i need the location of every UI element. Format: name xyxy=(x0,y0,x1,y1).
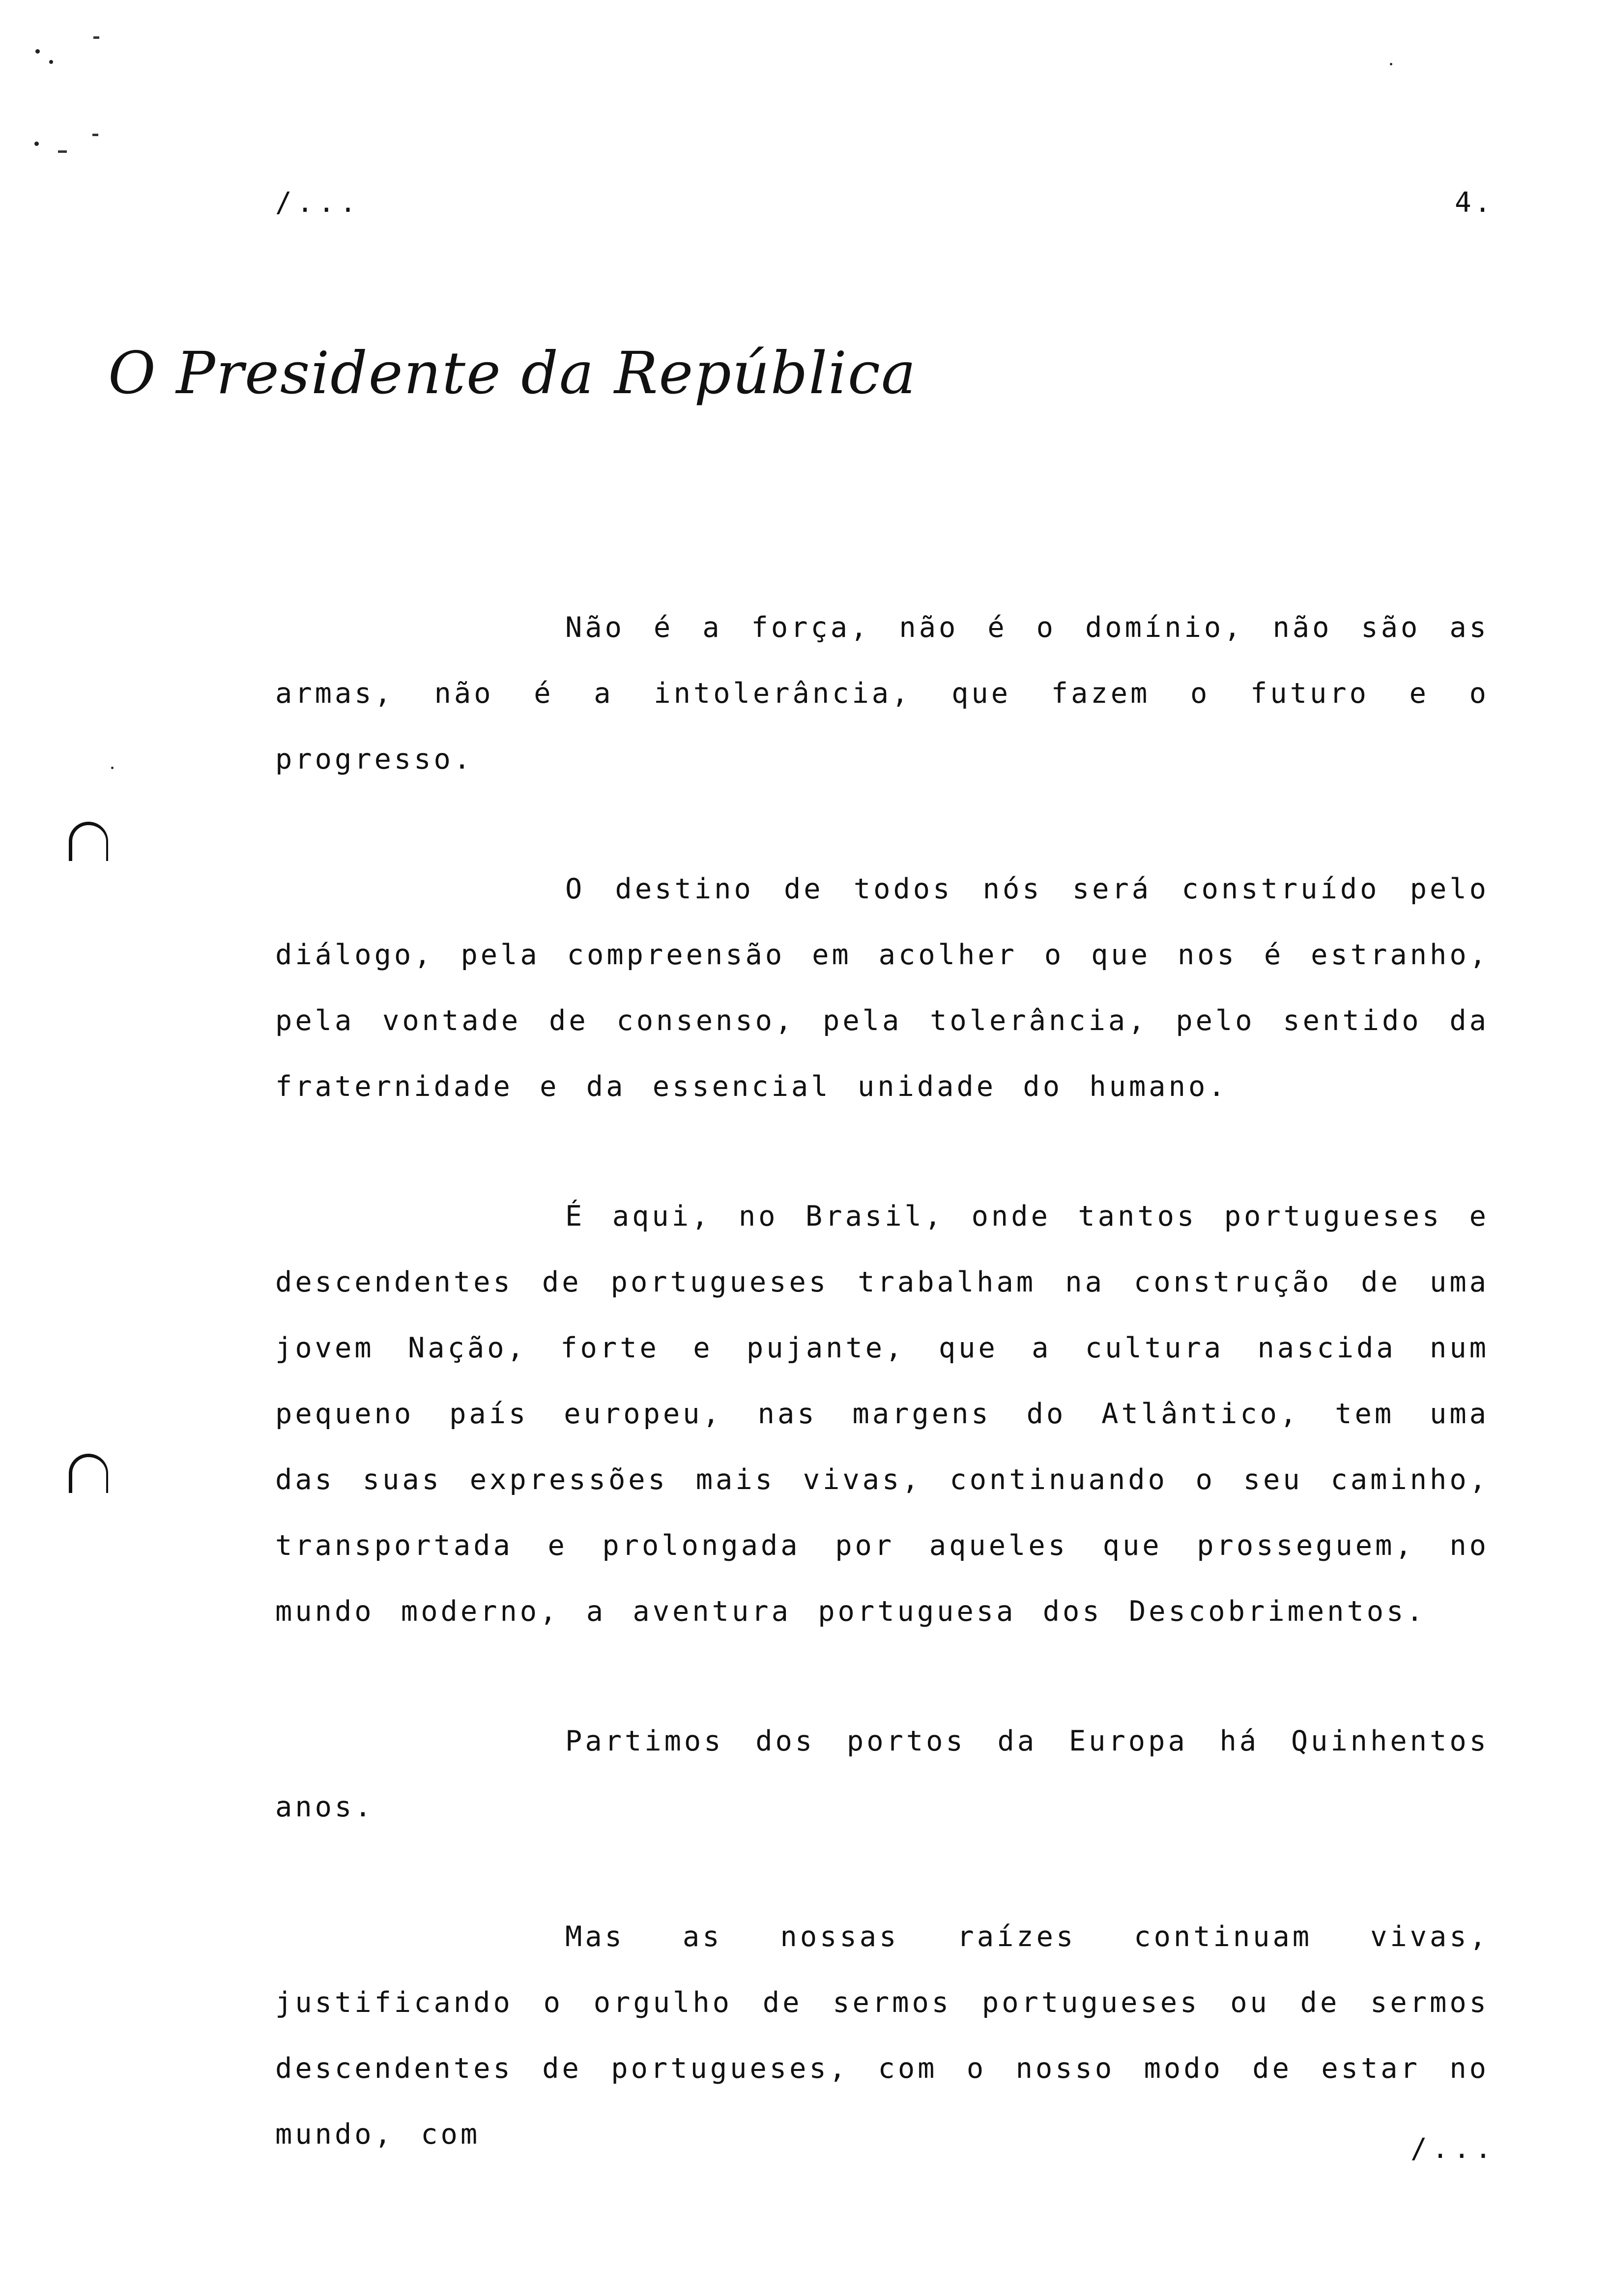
letterhead-title: O Presidente da República xyxy=(108,339,917,407)
paragraph xyxy=(275,1708,1489,1840)
scan-speck xyxy=(35,49,40,54)
scan-speck xyxy=(34,142,39,146)
page-number: 4. xyxy=(1455,187,1494,219)
paragraph-text: Não é a força, não é o domínio, não são as armas, não é a intolerância, que fazem o futuro e o progresso. xyxy=(275,611,1489,775)
paragraph xyxy=(275,1904,1489,2167)
scan-speck xyxy=(111,767,114,769)
paragraph xyxy=(275,856,1489,1119)
paragraph-text: Mas as nossas raízes continuam vivas, justificando o orgulho de sermos portugueses ou de sermos descendentes de portugueses, com o nosso modo de estar no mundo, com xyxy=(275,1921,1489,2151)
scan-speck xyxy=(1390,63,1392,65)
scan-speck xyxy=(49,60,53,64)
punch-hole-mark xyxy=(69,1454,108,1493)
paragraph-text: Partimos dos portos da Europa há Quinhentos anos. xyxy=(275,1725,1489,1823)
letter-body xyxy=(275,595,1489,2231)
continuation-mark-bottom: /... xyxy=(1410,2133,1497,2165)
paragraph xyxy=(275,595,1489,792)
paragraph xyxy=(275,1183,1489,1644)
continuation-mark-top: /... xyxy=(275,187,361,219)
scan-mark xyxy=(58,150,67,153)
punch-hole-mark xyxy=(69,822,108,861)
paragraph-text: É aqui, no Brasil, onde tantos portugueses e descendentes de portugueses trabalham na construção de uma jovem Nação, forte e pujante, que a cultura nascida num pequeno país europeu, nas margens do Atlântico, tem uma das suas expressões mais vivas, continuando o seu caminho, transportada e prolongada por aqueles que prosseguem, no mundo moderno, a aventura portuguesa dos Descobrimentos. xyxy=(275,1200,1489,1628)
paragraph-text: O destino de todos nós será construído pelo diálogo, pela compreensão em acolher o que nos é estranho, pela vontade de consenso, pela tolerância, pelo sentido da fraternidade e da essencial unidade do humano. xyxy=(275,873,1489,1103)
scan-mark xyxy=(92,134,98,136)
scan-mark xyxy=(93,36,99,39)
